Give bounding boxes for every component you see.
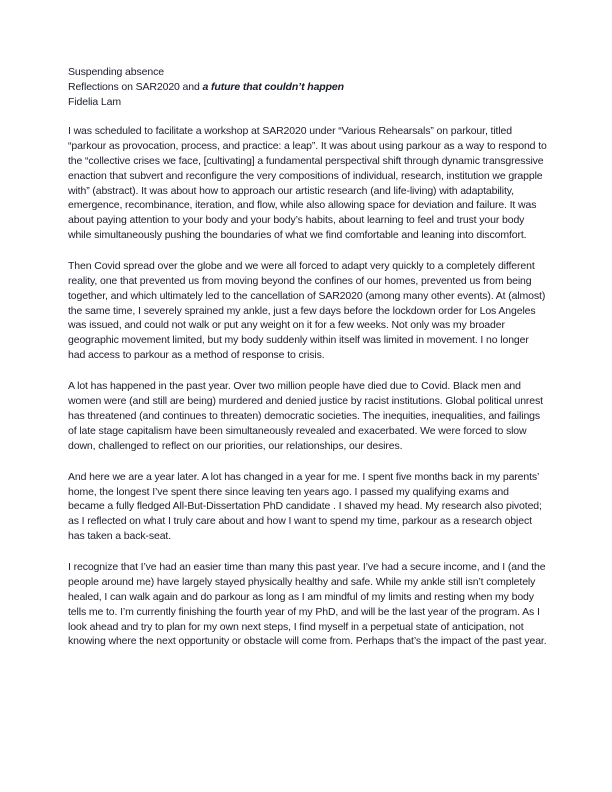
doc-title: Suspending absence xyxy=(68,66,164,78)
doc-subtitle-regular: Reflections on SAR2020 and xyxy=(68,80,203,93)
doc-author: Fidelia Lam xyxy=(68,95,121,108)
paragraph: Then Covid spread over the globe and we were all forced to adapt very quickly to a completely different reality, one that prevented us from moving beyond the confines of our homes, prevented us from being together, and which ultimately led to the cancellation of SAR2020 (among many other events). At (almost) the same time, I severely sprained my ankle, just a few days before the lockdown order for Los Angeles was issued, and could not walk or put any weight on it for a few weeks. Not only was my broader geographic movement limited, but my body suddenly within itself was limited in movement. I no longer had access to parkour as a method of response to crisis. xyxy=(68,260,546,362)
paragraph: And here we are a year later. A lot has changed in a year for me. I spent five months back in my parents’ home, the longest I’ve spent there since leaving ten years ago. I passed my qualifying exams and became a fully fledged All-But-Dissertation PhD candidate . I shaved my head. My research also pivoted; as I reflected on what I truly care about and how I want to spend my time, parkour as a research object has taken a back-seat. xyxy=(68,470,542,543)
doc-subtitle-emphasis: a future that couldn’t happen xyxy=(202,80,344,93)
paragraph: I recognize that I’ve had an easier time than many this past year. I’ve had a secure income, and I (and the people around me) have largely stayed physically healthy and safe. While my ankle still isn’t completely healed, I can walk again and do parkour as long as I am mindful of my limits and resting when my body tells me to. I’m currently finishing the fourth year of my PhD, and will be the last year of the program. As I look ahead and try to plan for my own next steps, I find myself in a perpetual state of anticipation, not knowing where the next opportunity or obstacle will come from. Perhaps that’s the impact of the past year. xyxy=(68,561,547,648)
document-content xyxy=(68,65,547,649)
paragraph: I was scheduled to facilitate a workshop at SAR2020 under “Various Rehearsals” on parkour, titled “parkour as provocation, process, and practice: a leap”. It was about using parkour as a way to respond to the “collective crises we face, [cultivating] a fundamental perspectival shift through dynamic transgressive enaction that subvert and reconfigure the very compositions of individual, research, institution we grapple with” (abstract). It was about how to approach our artistic research (and life-living) with adaptability, emergence, recombinance, iteration, and flow, while also allowing space for deviation and failure. It was about paying attention to your body and your body’s habits, about learning to feel and trust your body while simultaneously pushing the boundaries of what we find comfortable and leaning into discomfort. xyxy=(68,125,547,241)
doc-subtitle xyxy=(68,80,547,95)
paragraph: A lot has happened in the past year. Over two million people have died due to Covid. Black men and women were (and still are being) murdered and denied justice by racist institutions. Global political unrest has threatened (and continues to threaten) democratic societies. The inequities, inequalities, and failings of late stage capitalism have been simultaneously revealed and exacerbated. We were forced to slow down, challenged to reflect on our priorities, our relationships, our desires. xyxy=(68,380,543,452)
